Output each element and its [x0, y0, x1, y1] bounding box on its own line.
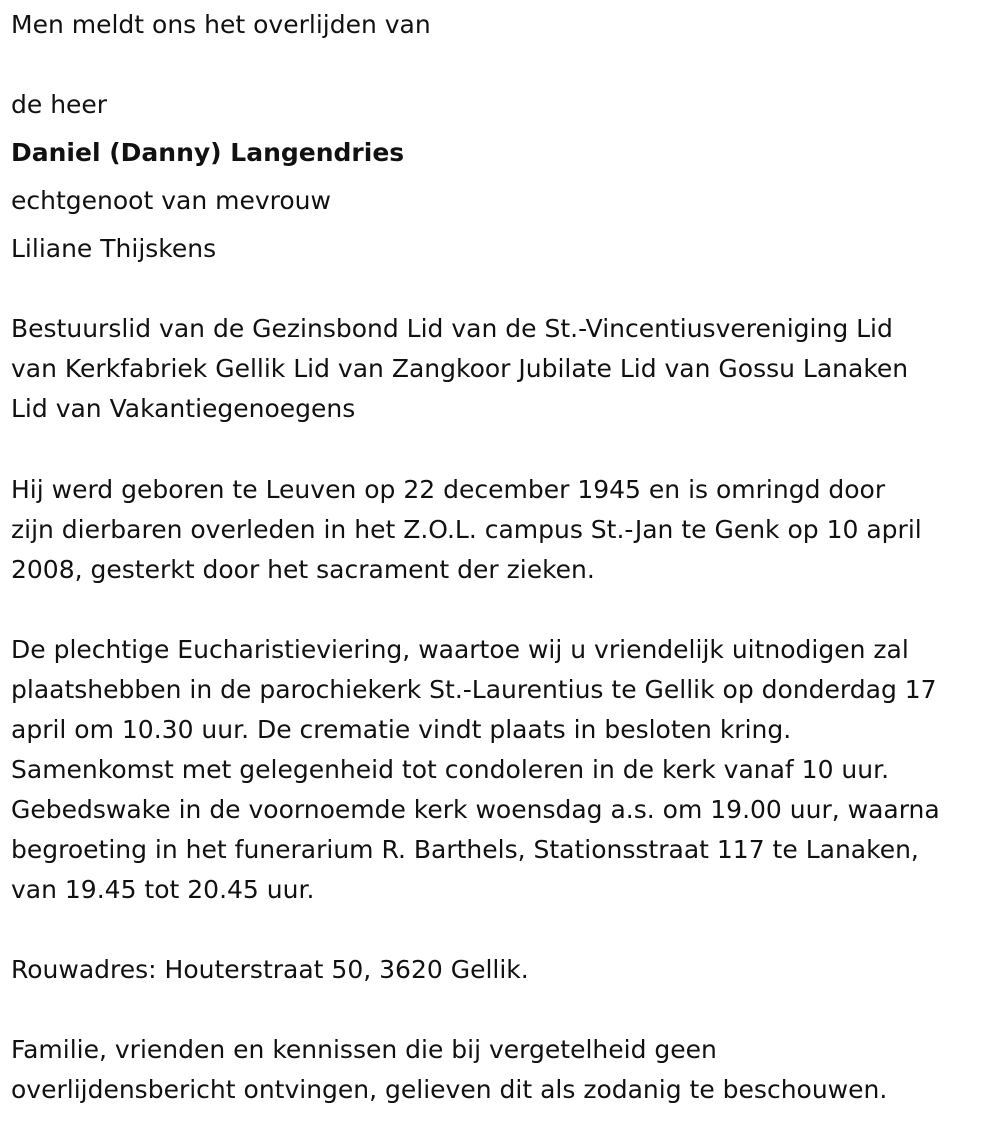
ceremony-line: begroeting in het funerarium R. Barthels, Stationsstraat 117 te Lanaken, [11, 835, 919, 864]
mourning-address-paragraph [11, 950, 996, 990]
ceremony-line: april om 10.30 uur. De crematie vindt plaats in besloten kring. [11, 715, 792, 744]
closing-paragraph [11, 1030, 996, 1110]
ceremony-line: plaatshebben in de parochiekerk St.-Laurentius te Gellik op donderdag 17 [11, 675, 937, 704]
memberships-line: Bestuurslid van de Gezinsbond Lid van de St.-Vincentiusvereniging Lid [11, 314, 893, 343]
closing-line: Familie, vrienden en kennissen die bij vergetelheid geen [11, 1035, 717, 1064]
ceremony-paragraph [11, 630, 996, 910]
birth-death-paragraph [11, 470, 996, 590]
deceased-name: Daniel (Danny) Langendries [11, 138, 405, 167]
ceremony-line: Samenkomst met gelegenheid tot condoleren in de kerk vanaf 10 uur. [11, 755, 890, 784]
spouse-name: Liliane Thijskens [11, 234, 217, 263]
birth-death-line: zijn dierbaren overleden in het Z.O.L. campus St.-Jan te Genk op 10 april [11, 515, 922, 544]
memberships-line: Lid van Vakantiegenoegens [11, 394, 356, 423]
memberships-line: van Kerkfabriek Gellik Lid van Zangkoor Jubilate Lid van Gossu Lanaken [11, 354, 909, 383]
spouse-relation: echtgenoot van mevrouw [11, 186, 331, 215]
ceremony-line: De plechtige Eucharistieviering, waartoe wij u vriendelijk uitnodigen zal [11, 635, 909, 664]
title-prefix: de heer [11, 90, 108, 119]
ceremony-line: Gebedswake in de voornoemde kerk woensdag a.s. om 19.00 uur, waarna [11, 795, 940, 824]
memberships-paragraph [11, 309, 996, 429]
mourning-address: Rouwadres: Houterstraat 50, 3620 Gellik. [11, 955, 529, 984]
ceremony-line: van 19.45 tot 20.45 uur. [11, 875, 315, 904]
closing-line: overlijdensbericht ontvingen, gelieven dit als zodanig te beschouwen. [11, 1075, 888, 1104]
birth-death-line: 2008, gesterkt door het sacrament der zieken. [11, 555, 595, 584]
birth-death-line: Hij werd geboren te Leuven op 22 december 1945 en is omringd door [11, 475, 886, 504]
intro-text: Men meldt ons het overlijden van [11, 10, 431, 39]
